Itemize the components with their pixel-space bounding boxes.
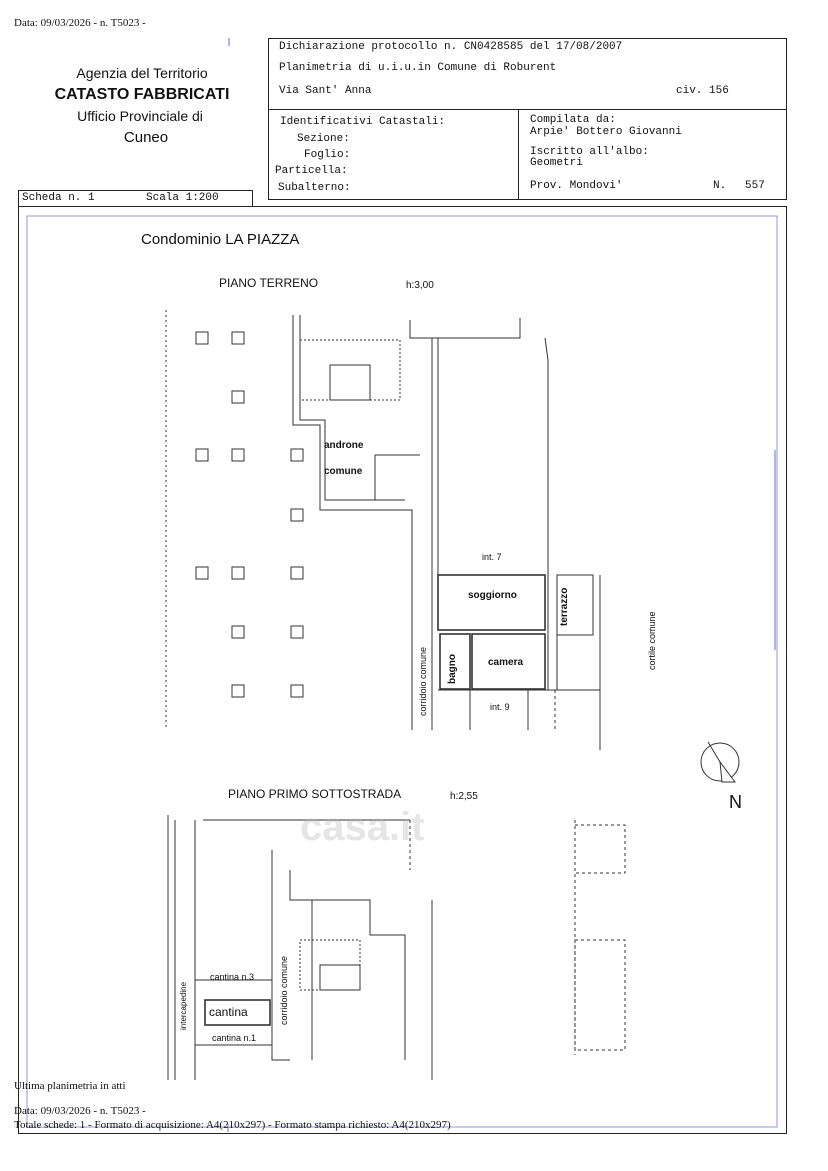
address-text: Via Sant' Anna bbox=[279, 85, 372, 97]
room-bagno: bagno bbox=[447, 654, 458, 684]
particella-label: Particella: bbox=[275, 165, 348, 177]
unit-int7: int. 7 bbox=[482, 552, 502, 562]
albo-label: Iscritto all'albo: bbox=[530, 146, 649, 158]
subalterno-label: Subalterno: bbox=[278, 182, 351, 194]
room-terrazzo: terrazzo bbox=[559, 587, 570, 626]
identifiers-title: Identificativi Catastali: bbox=[280, 116, 446, 128]
agency-office: Ufficio Provinciale di bbox=[77, 108, 203, 124]
corridoio-comune-basement: corridoio comune bbox=[279, 955, 289, 1025]
planimetry-text: Planimetria di u.i.u.in Comune di Roburent bbox=[279, 62, 557, 74]
ground-floor-label: PIANO TERRENO bbox=[219, 276, 319, 290]
room-comune: comune bbox=[324, 466, 363, 477]
last-planimetry: Ultima planimetria in atti bbox=[14, 1080, 126, 1092]
room-camera: camera bbox=[488, 657, 524, 668]
footer-totals: Totale schede: 1 - Formato di acquisizione: A4(210x297) - Formato stampa richiesto: A4(210x297) bbox=[14, 1119, 451, 1131]
top-stamp: Data: 09/03/2026 - n. T5023 - bbox=[14, 17, 146, 29]
compiler-name: Arpie' Bottero Giovanni bbox=[530, 126, 682, 138]
foglio-label: Foglio: bbox=[304, 149, 351, 161]
scale-label: Scala 1:200 bbox=[146, 192, 219, 204]
north-label: N bbox=[729, 792, 742, 812]
basement-label: PIANO PRIMO SOTTOSTRADA bbox=[228, 787, 402, 801]
n-label: N. bbox=[713, 180, 727, 192]
intercapedine-label: intercapedine bbox=[179, 981, 188, 1030]
civic-number: civ. 156 bbox=[676, 85, 729, 97]
n-value: 557 bbox=[745, 180, 765, 192]
corridoio-label: corridoio comune bbox=[418, 646, 428, 716]
room-soggiorno: soggiorno bbox=[468, 590, 517, 601]
footer-date: Data: 09/03/2026 - n. T5023 - bbox=[14, 1105, 146, 1117]
plan-title: Condominio LA PIAZZA bbox=[141, 231, 300, 248]
basement-height: h:2,55 bbox=[450, 791, 478, 802]
agency-city: Cuneo bbox=[123, 129, 169, 146]
albo-value: Geometri bbox=[530, 157, 583, 169]
compiler-label: Compilata da: bbox=[530, 114, 616, 126]
province: Prov. Mondovi' bbox=[530, 180, 623, 192]
cortile-label: cortile comune bbox=[647, 611, 657, 670]
agency-catasto: CATASTO FABBRICATI bbox=[54, 86, 230, 103]
cantina-n3: cantina n.3 bbox=[210, 972, 255, 982]
ground-floor-height: h:3,00 bbox=[406, 280, 434, 291]
room-androne: androne bbox=[324, 440, 364, 451]
scheda-label: Scheda n. 1 bbox=[22, 192, 95, 204]
unit-int9: int. 9 bbox=[490, 702, 510, 712]
declaration-text: Dichiarazione protocollo n. CN0428585 del 17/08/2007 bbox=[279, 41, 623, 53]
cantina-main: cantina bbox=[209, 1005, 248, 1019]
watermark-logo: casa.it bbox=[300, 805, 425, 849]
agency-name: Agenzia del Territorio bbox=[76, 65, 208, 81]
sezione-label: Sezione: bbox=[297, 133, 350, 145]
cantina-n1: cantina n.1 bbox=[212, 1033, 257, 1043]
